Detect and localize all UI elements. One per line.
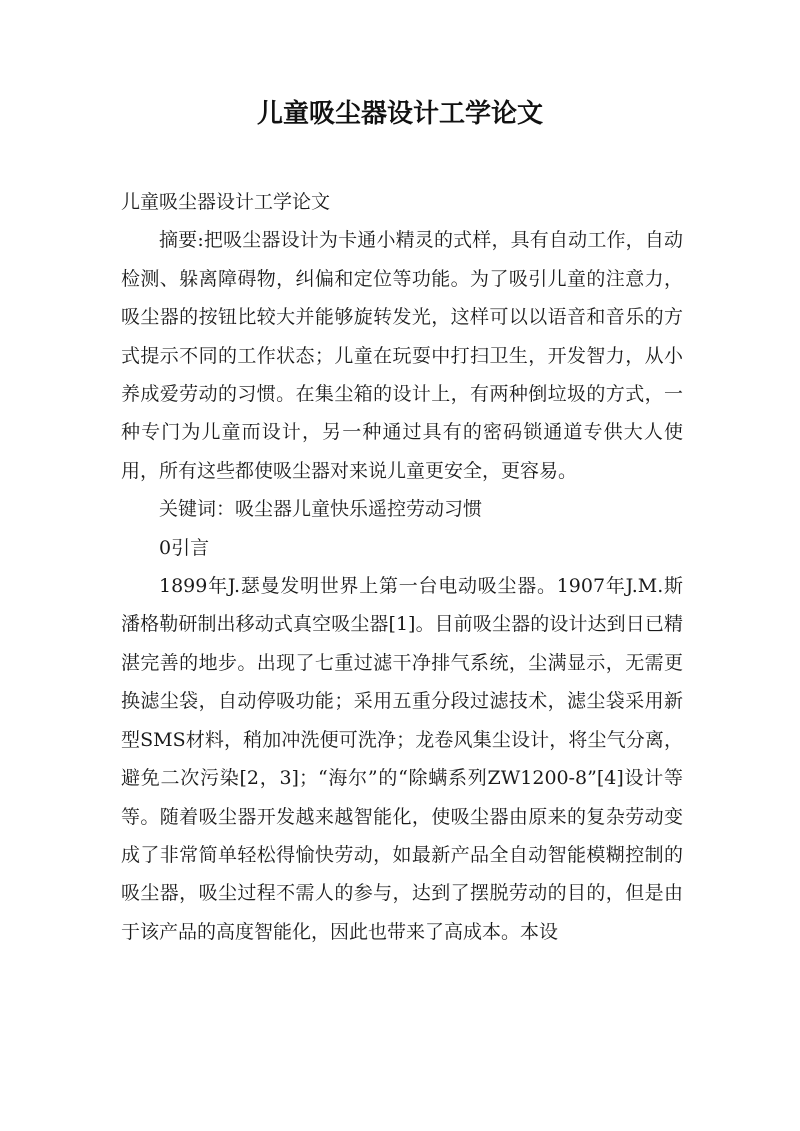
paragraph-heading: 儿童吸尘器设计工学论文: [121, 191, 331, 213]
paragraph-abstract: 摘要:把吸尘器设计为卡通小精灵的式样，具有自动工作，自动检测、躲离障碍物，纠偏和定位等功能。为了吸引儿童的注意力，吸尘器的按钮比较大并能够旋转发光，这样可以以语音和音乐的方式提示不同的工作状态；儿童在玩耍中打扫卫生，开发智力，从小养成爱劳动的习惯。在集尘箱的设计上，有两种倒垃圾的方式，一种专门为儿童而设计，另一种通过具有的密码锁通道专供大人使用，所有这些都使吸尘器对来说儿童更安全，更容易。: [121, 229, 683, 482]
paragraph-introduction: 1899年J.瑟曼发明世界上第一台电动吸尘器。1907年J.M.斯潘格勒研制出移动式真空吸尘器[1]。目前吸尘器的设计达到日已精湛完善的地步。出现了七重过滤干净排气系统，尘满显示，无需更换滤尘袋，自动停吸功能；采用五重分段过滤技术，滤尘袋采用新型SMS材料，稍加冲洗便可洗净；龙卷风集尘设计，将尘气分离，避免二次污染[2，3]；“海尔”的“除螨系列ZW1200-8”[4]设计等等。随着吸尘器开发越来越智能化，使吸尘器由原来的复杂劳动变成了非常简单轻松得愉快劳动，如最新产品全自动智能模糊控制的吸尘器，吸尘过程不需人的参与，达到了摆脱劳动的目的，但是由于该产品的高度智能化，因此也带来了高成本。本设: [121, 575, 683, 943]
document-body: [121, 183, 683, 951]
document-title: 儿童吸尘器设计工学论文: [256, 99, 543, 129]
paragraph-section-heading: 0引言: [159, 536, 210, 559]
paragraph-keywords: 关键词：吸尘器儿童快乐遥控劳动习惯: [159, 498, 483, 521]
